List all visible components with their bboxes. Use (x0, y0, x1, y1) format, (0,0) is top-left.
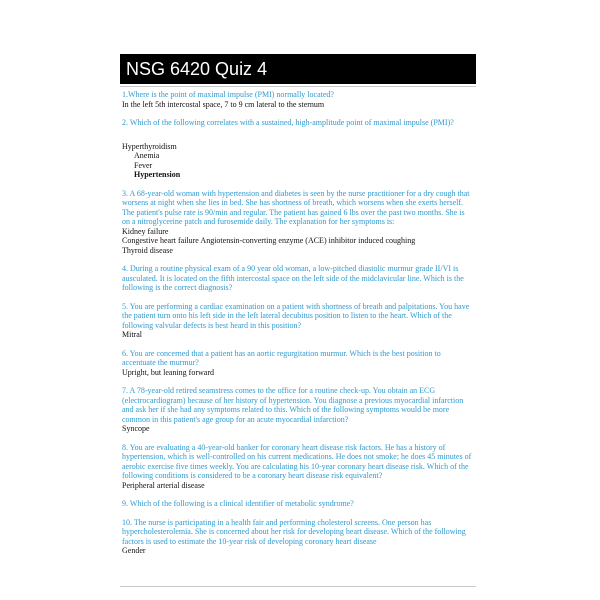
question-10: 10. The nurse is participating in a health fair and performing cholesterol screens. One person has hypercholesterolemia. She is concerned about her risk for developing heart disease. Which of the following factors is used to estimate the 10-year risk of developing coronary heart disease (122, 517, 466, 546)
question-1: 1.Where is the point of maximal impulse (PMI) normally located? (122, 90, 334, 99)
quiz-content (122, 90, 474, 556)
answer-7: Syncope (122, 424, 150, 433)
answer-6: Upright, but leaning forward (122, 367, 214, 377)
question-4: 4. During a routine physical exam of a 90 year old woman, a low-pitched diastolic murmur grade II/VI is ausculated. It is located on the fifth intercostal space on the left side of the midclavicular line. Which is the following is the correct diagnosis? (122, 264, 464, 292)
question-2: 2. Which of the following correlates with a sustained, high-amplitude point of maximal impulse (PMI)? (122, 118, 454, 127)
question-9: 9. Which of the following is a clinical identifier of metabolic syndrome? (122, 499, 354, 508)
answer-1: In the left 5th intercostal space, 7 to 9 cm lateral to the sternum (122, 99, 325, 109)
answer-10: Gender (122, 546, 146, 555)
page-title: NSG 6420 Quiz 4 (126, 59, 268, 79)
option-3-1: Kidney failure (122, 226, 169, 236)
question-3: 3. A 68-year-old woman with hypertension and diabetes is seen by the nurse practitioner for a dry cough that worsens at night when she lies in bed. She has shortness of breath, which worsens when she exerts herself. The patient's pulse rate is 90/min and regular. The patient has gained 6 lbs over the past two months. She is on a nitroglycerine patch and furosemide daily. The explanation for her symptoms is: (122, 188, 470, 226)
divider-top (120, 86, 476, 87)
option-2-4-correct: Hypertension (134, 170, 181, 179)
divider-bottom (120, 586, 476, 587)
question-5: 5. You are performing a cardiac examination on a patient with shortness of breath and palpitations. You have the patient turn onto his left side in the left lateral decubitus position to listen to the heart. Which of the following valvular defects is best heard in this position? (122, 301, 470, 330)
question-6: 6. You are concerned that a patient has an aortic regurgitation murmur. Which is the best position to accentuate the murmur? (122, 348, 441, 367)
question-7: 7. A 78-year-old retired seamstress comes to the office for a routine check-up. You obtain an ECG (electrocardiogram) because of her history of hypertension. You diagnose a previous myocardial infarction and ask her if she had any symptoms related to this. Which of the following symptoms would be more common in this patient's age group for an acute myocardial infarction? (122, 386, 464, 424)
question-8: 8. You are evaluating a 40-year-old banker for coronary heart disease risk factors. He has a history of hypertension, which is well-controlled on his current medications. He does not smoke; he does 45 minutes of aerobic exercise five times weekly. You are calculating his 10-year coronary heart disease risk. Which of the following conditions is considered to be a coronary heart disease risk equivalent? (122, 442, 472, 480)
option-3-3: Thyroid disease (122, 245, 173, 255)
title-bar (120, 54, 476, 84)
option-3-2: Congestive heart failure Angiotensin-converting enzyme (ACE) inhibitor induced coughing (122, 236, 416, 245)
option-2-3: Fever (134, 160, 153, 170)
answer-8: Peripheral arterial disease (122, 480, 205, 490)
option-2-1: Hyperthyroidism (122, 141, 177, 151)
answer-5: Mitral (122, 330, 142, 339)
option-2-2: Anemia (134, 151, 160, 160)
